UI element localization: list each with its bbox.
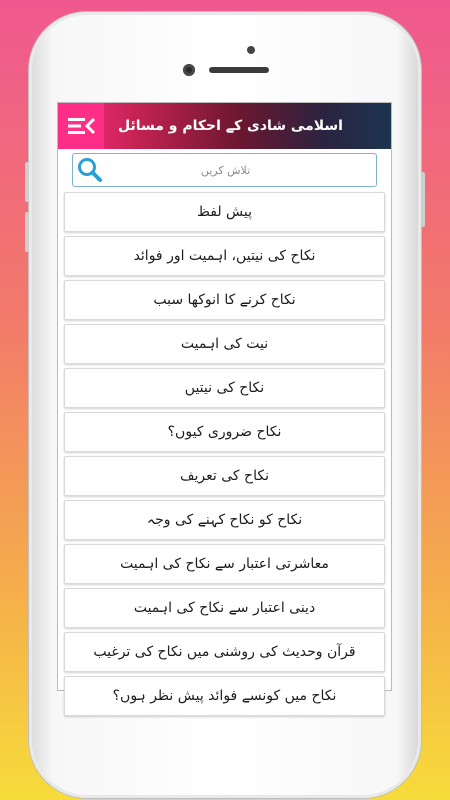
power-button	[421, 172, 425, 227]
search-button[interactable]	[73, 157, 107, 183]
front-camera	[183, 64, 195, 76]
list-item[interactable]: نکاح کی تعریف	[64, 456, 385, 496]
list-item[interactable]: معاشرتی اعتبار سے نکاح کی اہمیت	[64, 544, 385, 584]
list-item[interactable]: نیت کی اہمیت	[64, 324, 385, 364]
list-item[interactable]: نکاح کو نکاح کہنے کی وجہ	[64, 500, 385, 540]
search-bar[interactable]	[72, 153, 377, 187]
menu-arrow-icon	[66, 115, 96, 137]
proximity-sensor	[247, 46, 255, 54]
app-screen	[58, 103, 391, 704]
earpiece-speaker	[209, 67, 269, 73]
search-icon	[77, 157, 103, 183]
list-item[interactable]: پیش لفظ	[64, 192, 385, 232]
list-item[interactable]: نکاح کرنے کا انوکھا سبب	[64, 280, 385, 320]
search-input[interactable]	[107, 163, 376, 178]
list-item[interactable]: قرآن وحدیث کی روشنی میں نکاح کی ترغیب	[64, 632, 385, 672]
app-title: اسلامی شادی کے احکام و مسائل	[118, 118, 343, 134]
list-item[interactable]: نکاح ضروری کیوں؟	[64, 412, 385, 452]
list-item[interactable]: نکاح کی نیتیں، اہمیت اور فوائد	[64, 236, 385, 276]
topic-list	[58, 192, 391, 716]
app-bar	[58, 103, 391, 149]
volume-down-button	[25, 212, 29, 252]
menu-button[interactable]	[58, 103, 104, 149]
list-item[interactable]: دینی اعتبار سے نکاح کی اہمیت	[64, 588, 385, 628]
list-item[interactable]: نکاح کی نیتیں	[64, 368, 385, 408]
list-item[interactable]: نکاح میں کونسے فوائد پیش نظر ہوں؟	[64, 676, 385, 716]
volume-up-button	[25, 162, 29, 202]
